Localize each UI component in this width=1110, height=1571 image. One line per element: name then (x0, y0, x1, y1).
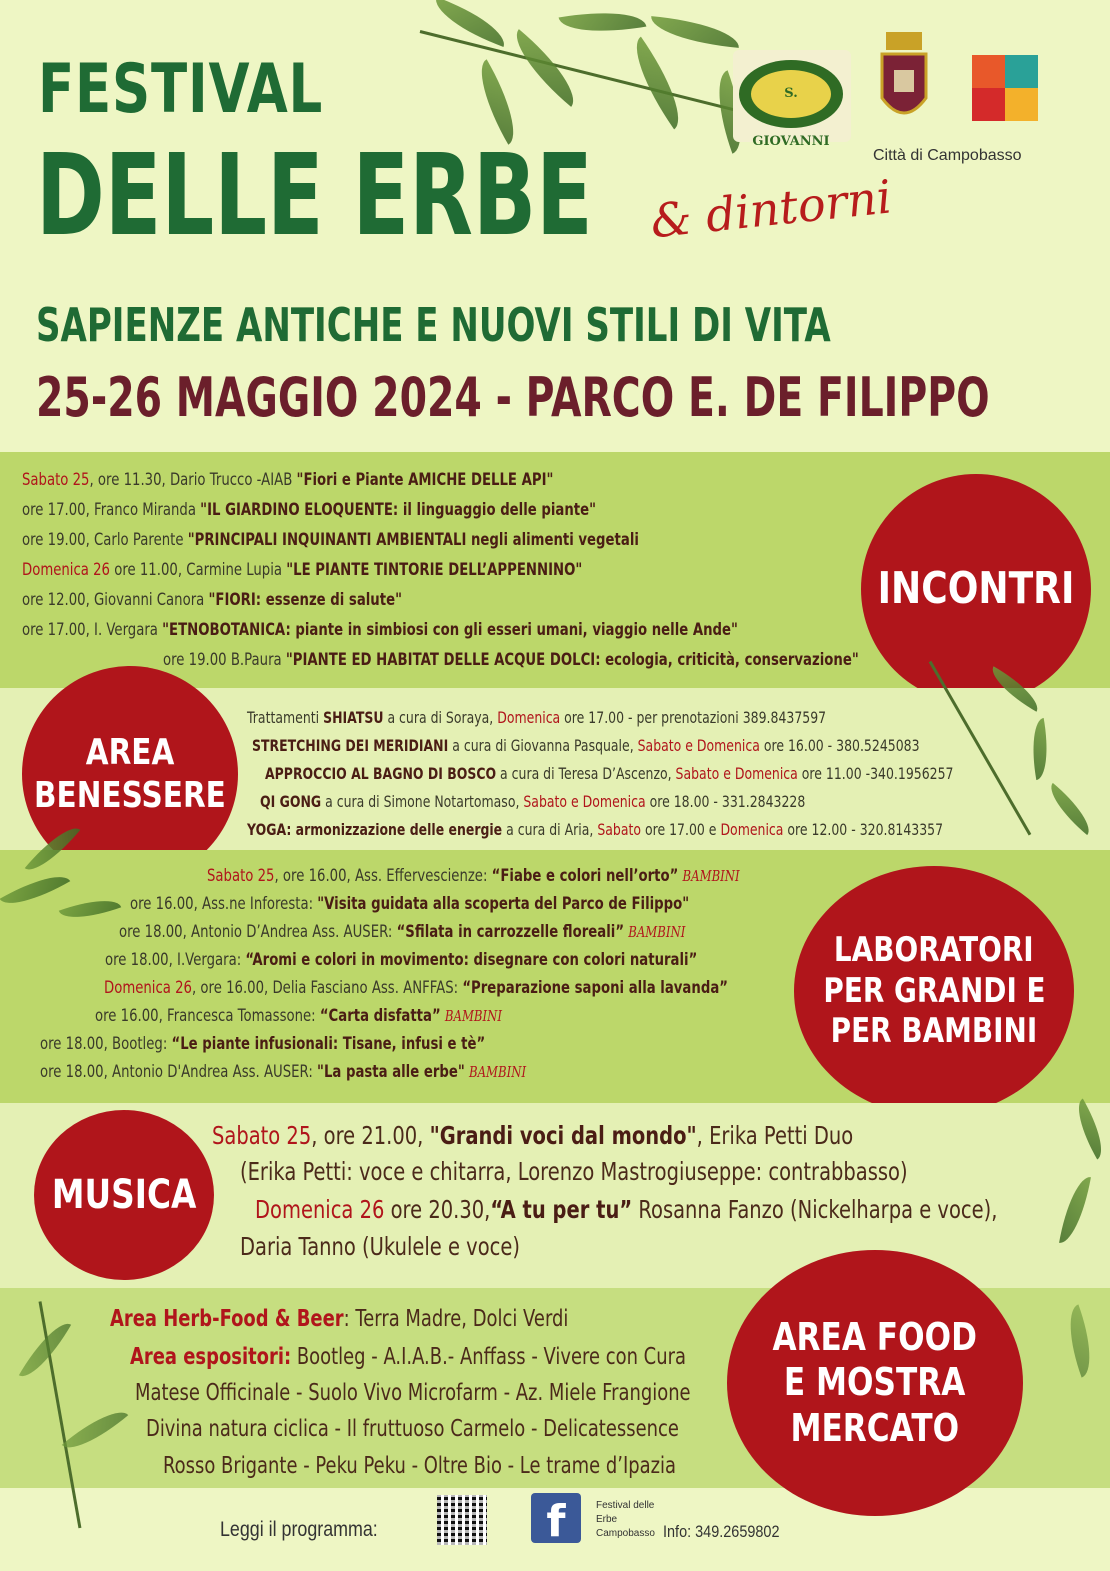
badge-line: LABORATORI (834, 929, 1034, 970)
laboratori-item: ore 18.00, Antonio D’Andrea Ass. AUSER: “Sfilata in carrozzelle floreali” BAMBINI (119, 922, 686, 942)
bambini-tag: BAMBINI (444, 1007, 503, 1025)
qr-code-icon[interactable] (437, 1495, 487, 1545)
badge-line: INCONTRI (877, 562, 1075, 614)
bambini-tag: BAMBINI (468, 1063, 527, 1081)
subtitle: SAPIENZE ANTICHE E NUOVI STILI DI VITA (36, 298, 831, 352)
city-label: Città di Campobasso (873, 147, 1022, 164)
laboratori-item: ore 16.00, Ass.ne Inforesta: "Visita guidata alla scoperta del Parco de Filippo" (130, 894, 690, 914)
musica-line-4: Daria Tanno (Ukulele e voce) (240, 1232, 520, 1261)
food-badge (727, 1250, 1023, 1516)
incontri-item: ore 19.00, Carlo Parente "PRINCIPALI INQUINANTI AMBIENTALI negli alimenti vegetali (22, 530, 639, 550)
association-logo (733, 50, 851, 149)
incontri-item: Sabato 25, ore 11.30, Dario Trucco -AIAB "Fiori e Piante AMICHE DELLE API" (22, 470, 554, 490)
festival-icons-logo (972, 55, 1038, 121)
badge-line: MERCATO (790, 1405, 960, 1450)
badge-line: AREA (85, 731, 175, 773)
musica-badge (34, 1110, 214, 1280)
food-line-4: Divina natura ciclica - Il fruttuoso Carmelo - Delicatessence (146, 1416, 679, 1442)
food-line-2: Area espositori: Bootleg - A.I.A.B.- Anffass - Vivere con Cura (130, 1344, 686, 1370)
laboratori-item: ore 16.00, Francesca Tomassone: “Carta disfatta” BAMBINI (95, 1006, 503, 1026)
laboratori-item: Sabato 25, ore 16.00, Ass. Effervescienze: “Fiabe e colori nell’orto” BAMBINI (207, 866, 740, 886)
incontri-item: Domenica 26 ore 11.00, Carmine Lupia "LE PIANTE TINTORIE DELL’APPENNINO" (22, 560, 583, 580)
facebook-icon[interactable]: f (531, 1493, 581, 1543)
badge-line: E MOSTRA (784, 1360, 966, 1405)
badge-line: PER BAMBINI (830, 1011, 1038, 1052)
musica-line-3: Domenica 26 ore 20.30,“A tu per tu” Rosanna Fanzo (Nickelharpa e voce), (255, 1195, 998, 1224)
badge-line: MUSICA (51, 1172, 197, 1218)
badge-line: PER GRANDI E (822, 970, 1046, 1011)
food-line-3: Matese Officinale - Suolo Vivo Microfarm - Az. Miele Frangione (135, 1380, 691, 1406)
badge-line: BENESSERE (34, 775, 226, 816)
incontri-item: ore 12.00, Giovanni Canora "FIORI: essenze di salute" (22, 590, 402, 610)
laboratori-item: ore 18.00, Bootleg: “Le piante infusionali: Tisane, infusi e tè” (40, 1034, 486, 1054)
bambini-tag: BAMBINI (682, 867, 740, 885)
incontri-badge (861, 474, 1091, 704)
info-phone: Info: 349.2659802 (663, 1522, 780, 1541)
title-delle-erbe: DELLE ERBE (36, 131, 593, 261)
city-crest-icon (876, 28, 932, 138)
musica-line-1: Sabato 25, ore 21.00, "Grandi voci dal mondo", Erika Petti Duo (212, 1121, 854, 1150)
facebook-page-name: Festival delle Erbe Campobasso (596, 1500, 655, 1539)
title-dintorni: & dintorni (647, 169, 895, 249)
incontri-item: ore 17.00, I. Vergara "ETNOBOTANICA: piante in simbiosi con gli esseri umani, viaggio nelle Ande" (22, 620, 738, 640)
benessere-item: QI GONG a cura di Simone Notartomaso, Sabato e Domenica ore 18.00 - 331.2843228 (260, 792, 806, 811)
laboratori-item: ore 18.00, Antonio D'Andrea Ass. AUSER: "La pasta alle erbe" BAMBINI (40, 1062, 527, 1082)
laboratori-item: Domenica 26, ore 16.00, Delia Fasciano Ass. ANFFAS: “Preparazione saponi alla lavanda” (104, 978, 728, 998)
laboratori-badge (794, 866, 1074, 1116)
benessere-item: STRETCHING DEI MERIDIANI a cura di Giovanna Pasquale, Sabato e Domenica ore 16.00 - 380.5245083 (252, 736, 920, 755)
benessere-item: Trattamenti SHIATSU a cura di Soraya, Domenica ore 17.00 - per prenotazioni 389.8437597 (247, 708, 827, 727)
association-logo-text: S. GIOVANNI (751, 70, 831, 118)
date-place: 25-26 MAGGIO 2024 - PARCO E. DE FILIPPO (36, 366, 990, 429)
incontri-item: ore 19.00 B.Paura "PIANTE ED HABITAT DELLE ACQUE DOLCI: ecologia, criticità, conservazione" (163, 650, 859, 670)
laboratori-item: ore 18.00, I.Vergara: “Aromi e colori in movimento: disegnare con colori naturali” (105, 950, 698, 970)
food-line-5: Rosso Brigante - Peku Peku - Oltre Bio - Le trame d’Ipazia (163, 1453, 677, 1479)
food-line-1: Area Herb-Food & Beer: Terra Madre, Dolci Verdi (110, 1306, 569, 1332)
bambini-tag: BAMBINI (628, 923, 686, 941)
title-festival: FESTIVAL (38, 50, 324, 129)
program-label: Leggi il programma: (220, 1518, 378, 1541)
benessere-item: YOGA: armonizzazione delle energie a cura di Aria, Sabato ore 17.00 e Domenica ore 12.00 - 320.8143357 (247, 820, 944, 839)
incontri-item: ore 17.00, Franco Miranda "IL GIARDINO ELOQUENTE: il linguaggio delle piante" (22, 500, 597, 520)
benessere-item: APPROCCIO AL BAGNO DI BOSCO a cura di Teresa D’Ascenzo, Sabato e Domenica ore 11.00 -340.1956257 (265, 764, 954, 783)
badge-line: AREA FOOD (772, 1314, 978, 1359)
musica-line-2: (Erika Petti: voce e chitarra, Lorenzo Mastrogiuseppe: contrabbasso) (240, 1157, 908, 1186)
